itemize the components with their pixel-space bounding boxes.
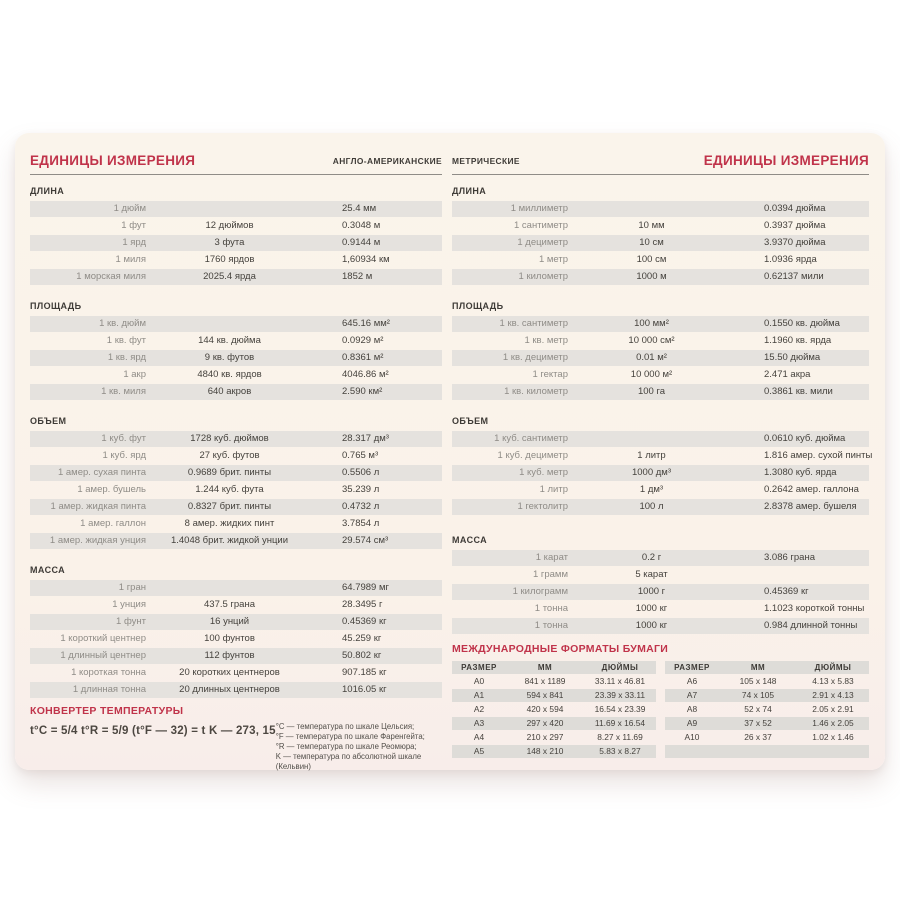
paper-size-inches: 11.69 x 16.54	[594, 718, 646, 728]
paper-formats-tables	[452, 661, 869, 759]
unit-metric-value: 0.984 длинной тонны	[764, 620, 858, 631]
unit-row	[452, 201, 869, 217]
unit-name: 1 грамм	[532, 569, 568, 580]
unit-equivalent: 10 см	[639, 237, 664, 248]
unit-equivalent: 1760 ярдов	[204, 254, 255, 265]
paper-size-inches: 8.27 x 11.69	[597, 732, 643, 742]
paper-table-header-row	[452, 661, 656, 674]
unit-metric-value: 3.086 грана	[764, 552, 815, 563]
paper-formats-section	[452, 643, 869, 759]
unit-equivalent: 100 см	[636, 254, 667, 265]
paper-column-header: ММ	[750, 663, 766, 672]
unit-name: 1 унция	[112, 599, 146, 610]
unit-name: 1 фунт	[116, 616, 146, 627]
unit-row	[452, 431, 869, 447]
left-sections-container	[30, 186, 442, 698]
paper-size-mm: 74 x 105	[741, 690, 775, 700]
unit-row	[30, 482, 442, 498]
unit-name: 1 амер. бушель	[77, 484, 146, 495]
unit-equivalent: 10 мм	[638, 220, 665, 231]
unit-row	[30, 269, 442, 285]
paper-size-name: A2	[473, 704, 485, 714]
unit-row	[30, 580, 442, 596]
unit-metric-value: 0.45369 кг	[764, 586, 809, 597]
paper-size-mm: 594 x 841	[526, 690, 564, 700]
paper-size-inches: 4.13 x 5.83	[812, 676, 854, 686]
paper-size-name: A7	[686, 690, 698, 700]
unit-metric-value: 28.317 дм³	[342, 433, 389, 444]
temperature-converter	[30, 705, 442, 772]
unit-name: 1 куб. дециметр	[497, 450, 568, 461]
paper-format-row	[665, 745, 869, 758]
unit-equivalent: 5 карат	[635, 569, 668, 580]
unit-name: 1 акр	[123, 369, 146, 380]
unit-equivalent: 1 дм³	[639, 484, 664, 495]
unit-metric-value: 28.3495 г	[342, 599, 383, 610]
unit-row	[30, 367, 442, 383]
unit-row	[452, 584, 869, 600]
unit-section	[452, 186, 869, 285]
unit-name: 1 кв. дециметр	[502, 352, 568, 363]
unit-row	[452, 316, 869, 332]
unit-row	[30, 682, 442, 698]
unit-name: 1 кв. сантиметр	[499, 318, 568, 329]
left-column-header	[30, 146, 442, 175]
section-title: ПЛОЩАДЬ	[452, 301, 504, 311]
temperature-scale-legend	[276, 722, 442, 772]
unit-equivalent: 1.244 куб. фута	[195, 484, 264, 495]
unit-name: 1 амер. сухая пинта	[57, 467, 146, 478]
paper-format-row	[665, 689, 869, 702]
unit-equivalent: 8 амер. жидких пинт	[184, 518, 275, 529]
unit-metric-value: 1.1023 короткой тонны	[764, 603, 865, 614]
unit-metric-value: 1.0936 ярда	[764, 254, 817, 265]
unit-row	[30, 597, 442, 613]
paper-column-header: ММ	[537, 663, 553, 672]
unit-metric-value: 0.3048 м	[342, 220, 381, 231]
section-title: ОБЪЕМ	[30, 416, 67, 426]
temperature-scale-definition: °C — температура по шкале Цельсия;	[275, 722, 415, 731]
right-page-title: ЕДИНИЦЫ ИЗМЕРЕНИЯ	[703, 153, 869, 168]
unit-equivalent: 1000 г	[637, 586, 666, 597]
unit-row	[452, 482, 869, 498]
paper-size-inches	[797, 745, 869, 758]
paper-table-header-row	[665, 661, 869, 674]
unit-metric-value: 0.5506 л	[342, 467, 380, 478]
paper-size-name: A1	[473, 690, 485, 700]
unit-equivalent: 3 фута	[214, 237, 245, 248]
unit-name: 1 гектар	[532, 369, 568, 380]
unit-name: 1 дециметр	[517, 237, 568, 248]
paper-formats-title: МЕЖДУНАРОДНЫЕ ФОРМАТЫ БУМАГИ	[452, 643, 669, 655]
paper-format-row	[665, 731, 869, 744]
unit-row	[30, 350, 442, 366]
left-column-label: АНГЛО-АМЕРИКАНСКИЕ	[332, 156, 442, 166]
unit-equivalent: 1000 дм³	[631, 467, 671, 478]
paper-format-table	[452, 661, 656, 759]
unit-equivalent: 0.8327 брит. пинты	[187, 501, 272, 512]
unit-equivalent: 100 л	[639, 501, 664, 512]
unit-metric-value: 0.9144 м	[342, 237, 381, 248]
paper-size-name: A3	[473, 718, 485, 728]
paper-column-header: ДЮЙМЫ	[814, 663, 852, 672]
unit-name: 1 карат	[535, 552, 568, 563]
unit-row	[30, 499, 442, 515]
unit-name: 1 миллиметр	[510, 203, 568, 214]
unit-equivalent: 640 акров	[207, 386, 252, 397]
unit-section	[30, 565, 442, 698]
unit-equivalent: 144 кв. дюйма	[198, 335, 261, 346]
unit-metric-value: 15.50 дюйма	[764, 352, 821, 363]
unit-metric-value: 0.765 м³	[342, 450, 379, 461]
unit-name: 1 короткая тонна	[71, 667, 146, 678]
paper-size-name: A8	[686, 704, 698, 714]
unit-metric-value: 50.802 кг	[342, 650, 382, 661]
paper-format-table	[665, 661, 869, 759]
left-page-title: ЕДИНИЦЫ ИЗМЕРЕНИЯ	[30, 153, 196, 168]
unit-name: 1 кв. ярд	[107, 352, 146, 363]
paper-format-row	[452, 675, 656, 688]
paper-size-mm: 841 x 1189	[524, 676, 566, 686]
unit-metric-value: 0.1550 кв. дюйма	[764, 318, 840, 329]
unit-metric-value: 0.3861 кв. мили	[764, 386, 833, 397]
paper-size-inches: 23.39 x 33.11	[594, 690, 646, 700]
unit-row	[452, 448, 873, 464]
unit-equivalent: 1000 кг	[635, 603, 668, 614]
section-title: ОБЪЕМ	[452, 416, 489, 426]
paper-size-inches: 5.83 x 8.27	[599, 746, 641, 756]
unit-metric-value: 0.0610 куб. дюйма	[764, 433, 846, 444]
paper-size-mm	[719, 745, 797, 758]
unit-equivalent: 12 дюймов	[205, 220, 254, 231]
unit-metric-value: 29.574 см³	[342, 535, 389, 546]
unit-metric-value: 0.8361 м²	[342, 352, 384, 363]
temperature-scale-definition: K — температура по абсолютной шкале (Кельвин)	[275, 752, 422, 771]
unit-name: 1 длинный центнер	[60, 650, 146, 661]
unit-row	[452, 252, 869, 268]
unit-equivalent: 100 га	[637, 386, 666, 397]
unit-metric-value: 45.259 кг	[342, 633, 382, 644]
unit-row	[452, 218, 869, 234]
paper-size-mm: 148 x 210	[526, 746, 564, 756]
unit-equivalent	[574, 431, 729, 447]
unit-section	[30, 186, 442, 285]
unit-metric-value: 2.590 км²	[342, 386, 383, 397]
unit-row	[30, 384, 442, 400]
unit-row	[30, 235, 442, 251]
measurement-units-page	[15, 133, 885, 770]
paper-size-mm: 420 x 594	[526, 704, 564, 714]
right-sections-container	[452, 186, 873, 634]
unit-equivalent	[152, 201, 307, 217]
unit-row	[30, 516, 442, 532]
paper-size-inches: 1.02 x 1.46	[812, 732, 854, 742]
unit-name: 1 амер. жидкая пинта	[50, 501, 146, 512]
unit-row	[30, 465, 442, 481]
unit-name: 1 метр	[538, 254, 568, 265]
unit-equivalent: 0.01 м²	[636, 352, 667, 363]
paper-size-mm: 52 x 74	[744, 704, 772, 714]
unit-metric-value: 64.7989 мг	[342, 582, 389, 593]
unit-row	[30, 665, 442, 681]
paper-format-row	[665, 717, 869, 730]
unit-metric-value: 0.45369 кг	[342, 616, 387, 627]
unit-name: 1 ярд	[122, 237, 146, 248]
unit-row	[30, 316, 442, 332]
unit-row	[30, 333, 442, 349]
unit-name: 1 сантиметр	[514, 220, 568, 231]
paper-size-name: A9	[686, 718, 698, 728]
unit-name: 1 кв. километр	[504, 386, 568, 397]
unit-name: 1 кв. дюйм	[99, 318, 146, 329]
unit-metric-value: 25.4 мм	[342, 203, 377, 214]
paper-column-header: ДЮЙМЫ	[601, 663, 639, 672]
unit-equivalent: 0.2 г	[641, 552, 662, 563]
unit-equivalent: 16 унций	[209, 616, 250, 627]
paper-size-inches: 33.11 x 46.81	[594, 676, 646, 686]
paper-size-name	[665, 745, 719, 758]
unit-name: 1 тонна	[534, 620, 568, 631]
section-title: МАССА	[452, 535, 488, 545]
unit-row	[452, 550, 869, 566]
unit-metric-value: 1016.05 кг	[342, 684, 387, 695]
paper-format-row	[665, 675, 869, 688]
unit-section	[452, 416, 873, 515]
unit-row	[30, 201, 442, 217]
unit-row	[452, 384, 869, 400]
unit-section	[30, 416, 442, 549]
metric-column	[452, 146, 873, 770]
unit-name: 1 литр	[539, 484, 568, 495]
unit-metric-value: 1.3080 куб. ярда	[764, 467, 837, 478]
paper-size-mm: 297 x 420	[526, 718, 564, 728]
unit-row	[452, 367, 869, 383]
unit-metric-value: 2.8378 амер. бушеля	[764, 501, 857, 512]
paper-size-inches: 1.46 x 2.05	[812, 718, 854, 728]
section-title: МАССА	[30, 565, 66, 575]
unit-name: 1 куб. метр	[519, 467, 568, 478]
right-column-label: МЕТРИЧЕСКИЕ	[452, 156, 520, 166]
paper-size-mm: 105 x 148	[739, 676, 777, 686]
unit-metric-value: 0.2642 амер. галлона	[764, 484, 859, 495]
temperature-formula: t°C = 5/4 t°R = 5/9 (t°F — 32) = t K — 273, 15	[30, 725, 276, 737]
unit-name: 1 куб. фут	[101, 433, 146, 444]
unit-name: 1 гектолитр	[517, 501, 568, 512]
unit-name: 1 кв. миля	[101, 386, 146, 397]
unit-row	[30, 448, 442, 464]
unit-equivalent: 100 мм²	[634, 318, 669, 329]
unit-metric-value: 0.0394 дюйма	[764, 203, 826, 214]
section-title: ДЛИНА	[452, 186, 487, 196]
temperature-scale-definition: °R — температура по шкале Реомюра;	[275, 742, 417, 751]
unit-equivalent: 2025.4 ярда	[203, 271, 256, 282]
paper-format-row	[665, 703, 869, 716]
unit-equivalent: 437.5 грана	[204, 599, 255, 610]
paper-size-inches: 2.91 x 4.13	[812, 690, 854, 700]
temperature-converter-title: КОНВЕРТЕР ТЕМПЕРАТУРЫ	[30, 705, 184, 717]
unit-row	[30, 648, 442, 664]
unit-name: 1 амер. галлон	[80, 518, 146, 529]
unit-metric-value: 0.3937 дюйма	[764, 220, 826, 231]
unit-row	[452, 465, 869, 481]
unit-row	[30, 631, 442, 647]
unit-row	[30, 614, 442, 630]
section-title: ДЛИНА	[30, 186, 65, 196]
paper-size-inches: 16.54 x 23.39	[594, 704, 646, 714]
paper-size-name: A0	[473, 676, 485, 686]
unit-equivalent: 100 фунтов	[204, 633, 255, 644]
unit-metric-value: 645.16 мм²	[342, 318, 390, 329]
unit-equivalent: 20 длинных центнеров	[179, 684, 280, 695]
paper-format-row	[452, 745, 656, 758]
unit-metric-value	[729, 567, 869, 583]
unit-name: 1 длинная тонна	[72, 684, 146, 695]
right-column-header	[452, 146, 869, 175]
unit-row	[30, 252, 442, 268]
unit-row	[452, 567, 869, 583]
section-title: ПЛОЩАДЬ	[30, 301, 82, 311]
unit-metric-value: 3.9370 дюйма	[764, 237, 826, 248]
paper-size-name: A6	[686, 676, 698, 686]
unit-row	[30, 533, 442, 549]
unit-metric-value: 4046.86 м²	[342, 369, 389, 380]
unit-name: 1 фут	[121, 220, 146, 231]
unit-metric-value: 1.1960 кв. ярда	[764, 335, 832, 346]
unit-metric-value: 2.471 акра	[764, 369, 811, 380]
unit-name: 1 миля	[115, 254, 146, 265]
unit-name: 1 кв. метр	[524, 335, 568, 346]
unit-row	[452, 499, 869, 515]
unit-name: 1 короткий центнер	[60, 633, 146, 644]
unit-metric-value: 35.239 л	[342, 484, 380, 495]
unit-name: 1 килограмм	[512, 586, 568, 597]
unit-equivalent: 0.9689 брит. пинты	[187, 467, 272, 478]
unit-equivalent: 1.4048 брит. жидкой унции	[170, 535, 289, 546]
paper-format-row	[452, 689, 656, 702]
paper-size-name: A5	[473, 746, 485, 756]
unit-metric-value: 1,60934 км	[342, 254, 390, 265]
unit-name: 1 гран	[118, 582, 146, 593]
unit-row	[30, 218, 442, 234]
unit-row	[452, 618, 869, 634]
unit-metric-value: 0.62137 мили	[764, 271, 824, 282]
unit-name: 1 кв. фут	[106, 335, 146, 346]
unit-row	[30, 431, 442, 447]
unit-equivalent: 1728 куб. дюймов	[190, 433, 269, 444]
unit-metric-value: 0.4732 л	[342, 501, 380, 512]
unit-equivalent: 20 коротких центнеров	[179, 667, 280, 678]
temperature-scale-definition: °F — температура по шкале Фаренгейта;	[275, 732, 425, 741]
unit-section	[30, 301, 442, 400]
unit-equivalent	[152, 580, 307, 596]
unit-name: 1 куб. сантиметр	[494, 433, 568, 444]
unit-equivalent: 27 куб. футов	[199, 450, 260, 461]
unit-name: 1 морская миля	[76, 271, 146, 282]
paper-size-name: A10	[684, 732, 700, 742]
paper-format-row	[452, 731, 656, 744]
anglo-american-column	[30, 146, 442, 770]
unit-equivalent: 1000 кг	[635, 620, 668, 631]
paper-column-header: РАЗМЕР	[674, 663, 710, 672]
unit-name: 1 дюйм	[113, 203, 146, 214]
unit-equivalent: 4840 кв. ярдов	[197, 369, 262, 380]
unit-equivalent	[574, 201, 729, 217]
unit-equivalent: 1 литр	[637, 450, 666, 461]
paper-size-name: A4	[473, 732, 485, 742]
unit-equivalent: 9 кв. футов	[204, 352, 255, 363]
unit-section	[452, 535, 869, 634]
unit-name: 1 куб. ярд	[102, 450, 146, 461]
paper-size-mm: 26 x 37	[744, 732, 772, 742]
unit-row	[452, 269, 869, 285]
unit-equivalent: 1000 м	[636, 271, 667, 282]
unit-row	[452, 235, 869, 251]
unit-row	[452, 601, 869, 617]
unit-name: 1 километр	[518, 271, 568, 282]
unit-metric-value: 3.7854 л	[342, 518, 380, 529]
unit-section	[452, 301, 869, 400]
unit-row	[452, 333, 869, 349]
paper-size-mm: 210 x 297	[526, 732, 564, 742]
unit-row	[452, 350, 869, 366]
temperature-converter-body	[30, 722, 442, 772]
unit-equivalent: 10 000 см²	[628, 335, 675, 346]
unit-name: 1 амер. жидкая унция	[49, 535, 146, 546]
paper-size-inches: 2.05 x 2.91	[812, 704, 854, 714]
unit-name: 1 тонна	[534, 603, 568, 614]
unit-equivalent: 10 000 м²	[630, 369, 673, 380]
unit-metric-value: 1.816 амер. сухой пинты	[764, 450, 873, 461]
unit-equivalent: 112 фунтов	[204, 650, 255, 661]
unit-metric-value: 1852 м	[342, 271, 373, 282]
unit-equivalent	[152, 316, 307, 332]
unit-metric-value: 907.185 кг	[342, 667, 387, 678]
paper-size-mm: 37 x 52	[744, 718, 772, 728]
paper-format-row	[452, 703, 656, 716]
paper-column-header: РАЗМЕР	[461, 663, 497, 672]
unit-metric-value: 0.0929 м²	[342, 335, 384, 346]
paper-format-row	[452, 717, 656, 730]
